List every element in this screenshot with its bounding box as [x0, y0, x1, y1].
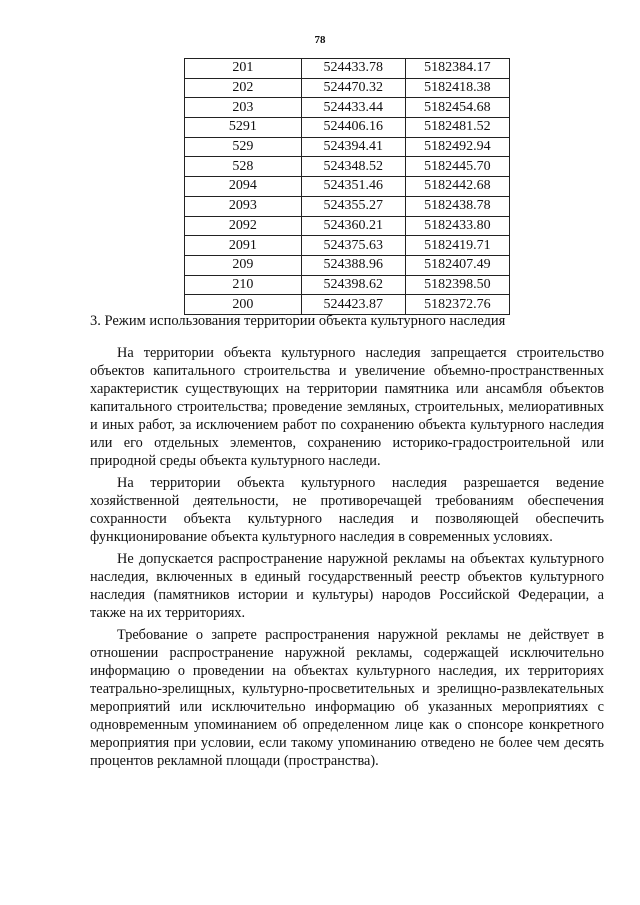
x-coordinate-cell: 524355.27: [301, 196, 405, 216]
y-coordinate-cell: 5182419.71: [405, 236, 509, 256]
table-row: [185, 177, 510, 197]
y-coordinate-cell: 5182454.68: [405, 98, 509, 118]
paragraph: На территории объекта культурного наследия запрещается строительство объектов капитального строительства и увеличение объемно-пространственных характеристик существующих на территории памятника или ансамбля объектов капитального строительства; проведение земляных, строительных, мелиоративных и иных работ, за исключением работ по сохранению объекта культурного наследия или его отдельных элементов, сохранению историко-градостроительной или природной среды объекта культурного наследи.: [90, 345, 604, 469]
table-row: [185, 236, 510, 256]
table-row: [185, 216, 510, 236]
y-coordinate-cell: 5182407.49: [405, 255, 509, 275]
point-number-cell: 209: [185, 255, 302, 275]
x-coordinate-cell: 524394.41: [301, 137, 405, 157]
x-coordinate-cell: 524398.62: [301, 275, 405, 295]
table-row: [185, 98, 510, 118]
y-coordinate-cell: 5182442.68: [405, 177, 509, 197]
y-coordinate-cell: 5182418.38: [405, 78, 509, 98]
table-row: [185, 157, 510, 177]
x-coordinate-cell: 524351.46: [301, 177, 405, 197]
x-coordinate-cell: 524423.87: [301, 295, 405, 315]
table-row: [185, 137, 510, 157]
section-title: 3. Режим использования территории объекта культурного наследия: [90, 313, 506, 329]
point-number-cell: 203: [185, 98, 302, 118]
point-number-cell: 5291: [185, 118, 302, 138]
point-number-cell: 2091: [185, 236, 302, 256]
paragraph: На территории объекта культурного наследия разрешается ведение хозяйственной деятельности, не противоречащей требованиям обеспечения сохранности объекта культурного наследия и позволяющей обеспечить функционирование объекта культурного наследия в современных условиях.: [90, 475, 604, 545]
table-row: [185, 255, 510, 275]
y-coordinate-cell: 5182445.70: [405, 157, 509, 177]
coordinates-table-body: [185, 59, 510, 315]
paragraph: Не допускается распространение наружной рекламы на объектах культурного наследия, включенных в единый государственный реестр объектов культурного наследия (памятников истории и культуры) народов Российской Федерации, а также на их территориях.: [90, 551, 604, 621]
table-row: [185, 118, 510, 138]
point-number-cell: 2092: [185, 216, 302, 236]
x-coordinate-cell: 524470.32: [301, 78, 405, 98]
coordinates-table: [184, 58, 510, 315]
table-row: [185, 78, 510, 98]
point-number-cell: 210: [185, 275, 302, 295]
point-number-cell: 529: [185, 137, 302, 157]
y-coordinate-cell: 5182372.76: [405, 295, 509, 315]
y-coordinate-cell: 5182492.94: [405, 137, 509, 157]
y-coordinate-cell: 5182481.52: [405, 118, 509, 138]
y-coordinate-cell: 5182433.80: [405, 216, 509, 236]
x-coordinate-cell: 524375.63: [301, 236, 405, 256]
x-coordinate-cell: 524388.96: [301, 255, 405, 275]
y-coordinate-cell: 5182438.78: [405, 196, 509, 216]
page-number: 78: [314, 34, 326, 46]
point-number-cell: 2094: [185, 177, 302, 197]
point-number-cell: 2093: [185, 196, 302, 216]
paragraph: Требование о запрете распространения наружной рекламы не действует в отношении распространение наружной рекламы, содержащей исключительно информацию о проведении на объектах культурного наследия, их территориях театрально-зрелищных, культурно-просветительных и зрелищно-развлекательных мероприятий или исключительно информацию об указанных мероприятиях с одновременным упоминанием об определенном лице как о спонсоре конкретного мероприятия при условии, если такому упоминанию отведено не более чем десять процентов рекламной площади (пространства).: [90, 627, 604, 769]
point-number-cell: 200: [185, 295, 302, 315]
x-coordinate-cell: 524360.21: [301, 216, 405, 236]
x-coordinate-cell: 524433.44: [301, 98, 405, 118]
point-number-cell: 202: [185, 78, 302, 98]
x-coordinate-cell: 524348.52: [301, 157, 405, 177]
table-row: [185, 196, 510, 216]
point-number-cell: 201: [185, 59, 302, 79]
x-coordinate-cell: 524433.78: [301, 59, 405, 79]
section-body: [90, 344, 604, 774]
y-coordinate-cell: 5182398.50: [405, 275, 509, 295]
table-row: [185, 59, 510, 79]
x-coordinate-cell: 524406.16: [301, 118, 405, 138]
table-row: [185, 275, 510, 295]
y-coordinate-cell: 5182384.17: [405, 59, 509, 79]
point-number-cell: 528: [185, 157, 302, 177]
